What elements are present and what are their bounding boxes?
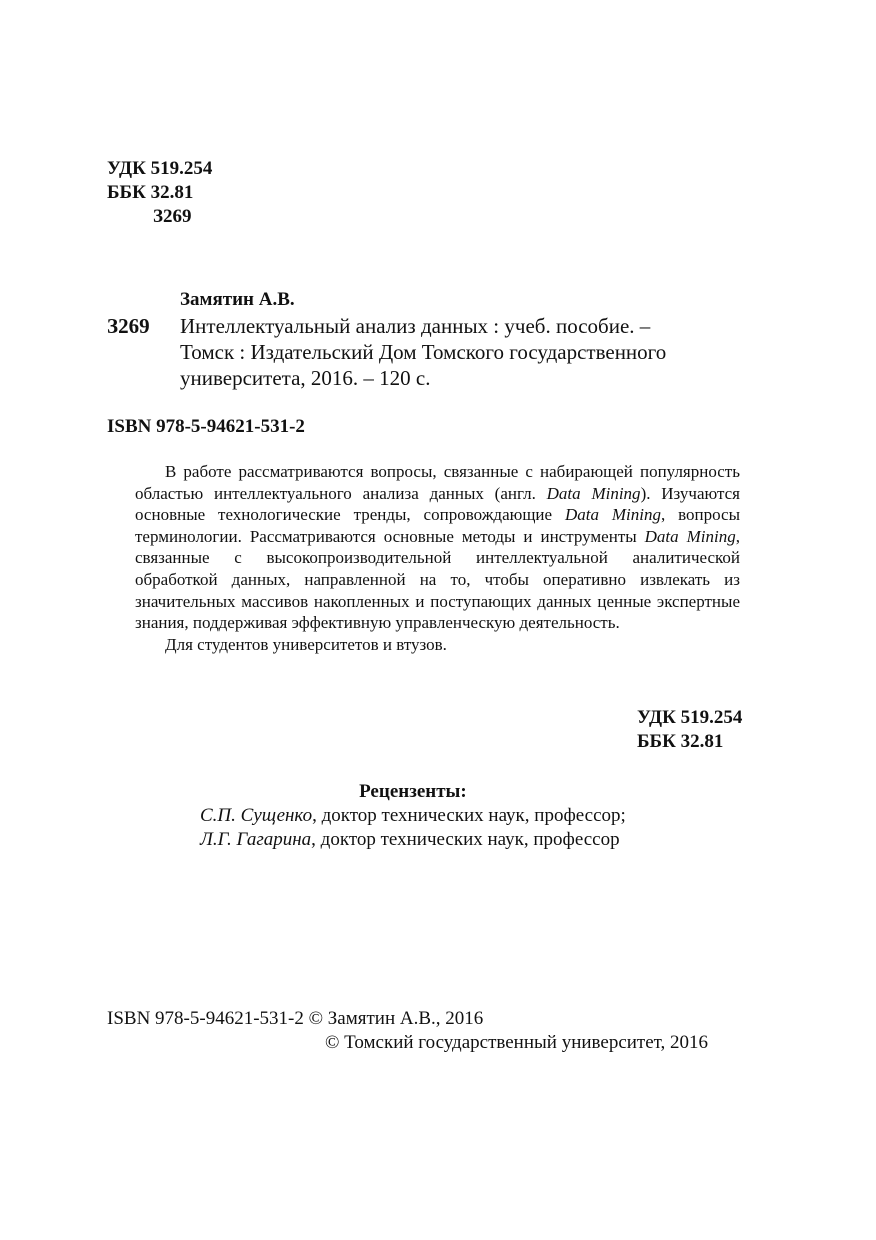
annotation-part-2: ). Изучаются основные технологические тренды, сопровождающие: [135, 483, 740, 525]
annotation-term-1: Data Mining: [546, 483, 641, 503]
annotation-text: [135, 461, 740, 634]
bib-publisher-line: Томск : Издательский Дом Томского государственного: [180, 340, 667, 364]
reviewer-1-name: С.П. Сущенко: [200, 805, 313, 826]
bbk-code: ББК 32.81: [107, 182, 194, 203]
reviewer-1-credentials: , доктор технических наук, профессор;: [312, 805, 626, 826]
udk-code-repeat: УДК 519.254: [637, 707, 743, 728]
annotation-part-4: , связанные с высокопроизводительной интеллектуальной аналитической обработкой данных, направленной на то, чтобы оперативно извлекать из значительных массивов накопленных и поступающих данных ценные экспертные знания, поддерживая эффективную управленческую деятельность.: [135, 526, 740, 633]
reviewer-2-credentials: , доктор технических наук, профессор: [311, 829, 620, 850]
annotation-term-2: Data Mining: [564, 505, 661, 525]
udk-code: УДК 519.254: [107, 158, 213, 179]
copyright-line-1: ISBN 978-5-94621-531-2 © Замятин А.В., 2016: [107, 1008, 484, 1029]
annotation-part-1: В работе рассматриваются вопросы, связанные с набирающей популярность областью интеллектуального анализа данных (англ.: [135, 462, 740, 503]
bib-mark: З269: [107, 314, 150, 338]
annotation-part-3: , вопросы терминологии. Рассматриваются основные методы и инструменты: [135, 505, 740, 546]
bib-year-line: университета, 2016. – 120 с.: [180, 366, 431, 390]
bib-author: Замятин А.В.: [180, 289, 295, 310]
bbk-code-repeat: ББК 32.81: [637, 731, 724, 752]
reviewers-block: [200, 780, 626, 852]
annotation-audience: Для студентов университетов и втузов.: [165, 634, 447, 654]
reviewer-1: [200, 804, 626, 828]
annotation-term-3: Data Mining: [644, 526, 736, 546]
reviewer-2-name: Л.Г. Гагарина: [200, 829, 312, 850]
copyright-line-2: © Томский государственный университет, 2016: [325, 1032, 709, 1053]
reviewer-2: [200, 828, 626, 852]
author-mark: З269: [153, 206, 192, 227]
bib-title-line: Интеллектуальный анализ данных : учеб. пособие. –: [180, 314, 651, 338]
isbn: ISBN 978-5-94621-531-2: [107, 416, 305, 437]
reviewers-title: Рецензенты:: [359, 781, 467, 802]
annotation: [135, 461, 740, 655]
